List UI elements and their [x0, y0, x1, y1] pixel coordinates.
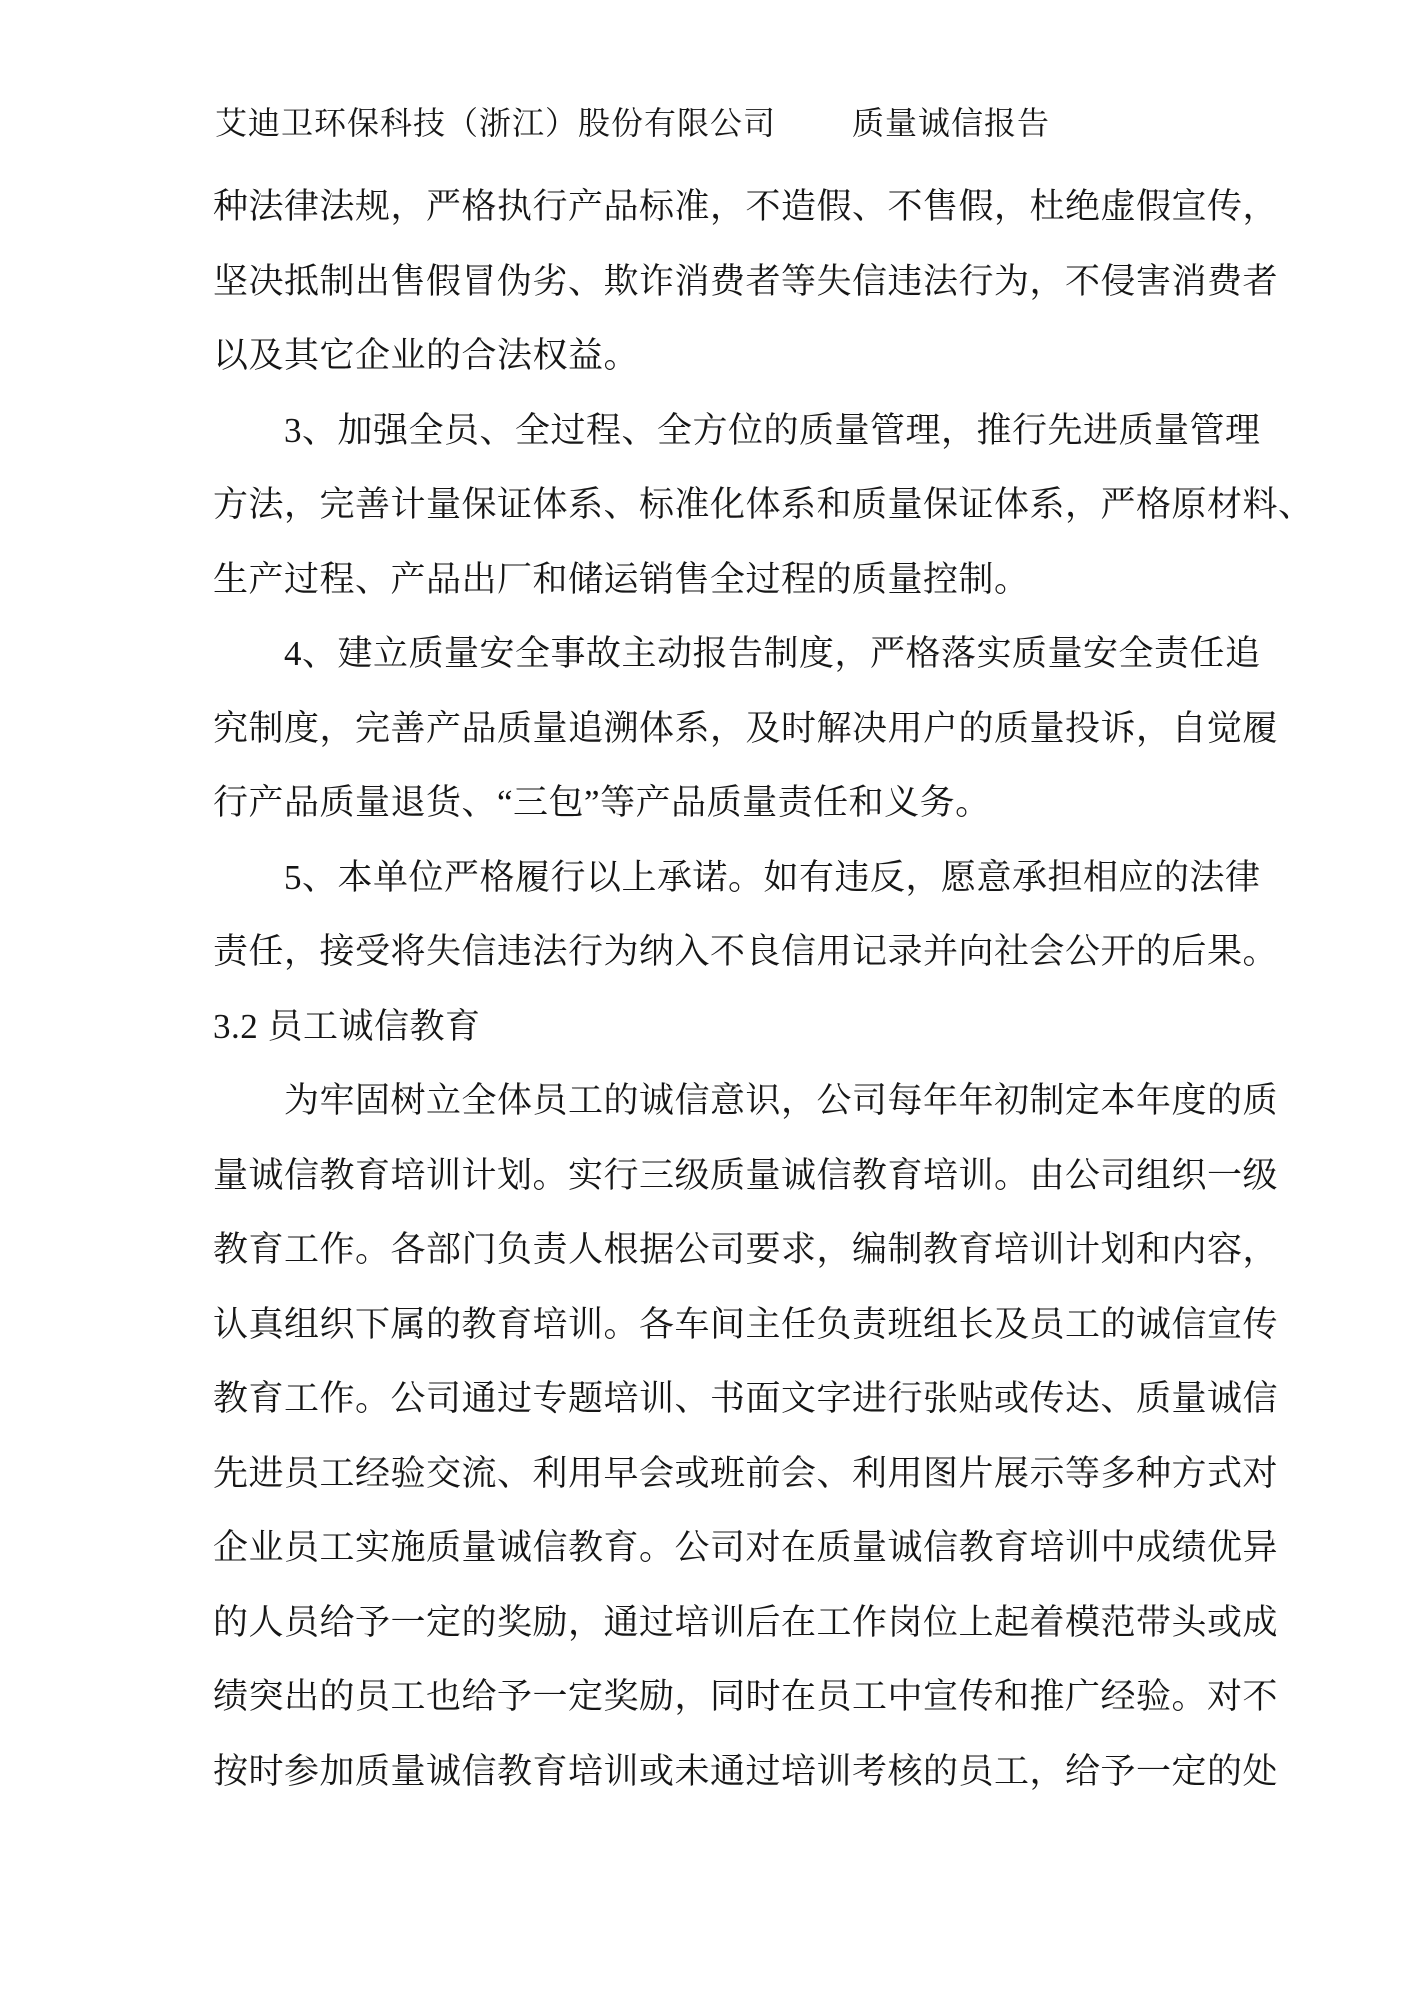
- body-line: 以及其它企业的合法权益。: [213, 336, 640, 375]
- document-body: [213, 170, 1313, 1809]
- body-line: 方法，完善计量保证体系、标准化体系和质量保证体系，严格原材料、: [213, 485, 1314, 524]
- body-line: 行产品质量退货、“三包”等产品质量责任和义务。: [213, 783, 991, 822]
- body-line: 4、建立质量安全事故主动报告制度，严格落实质量安全责任追: [284, 634, 1261, 673]
- body-line: 认真组织下属的教育培训。各车间主任负责班组长及员工的诚信宣传: [213, 1304, 1279, 1344]
- body-line: 教育工作。公司通过专题培训、书面文字进行张贴或传达、质量诚信: [213, 1379, 1279, 1418]
- body-line: 的人员给予一定的奖励，通过培训后在工作岗位上起着模范带头或成: [213, 1602, 1279, 1642]
- body-line: 5、本单位严格履行以上承诺。如有违反，愿意承担相应的法律: [284, 857, 1261, 897]
- body-line: 究制度，完善产品质量追溯体系，及时解决用户的质量投诉，自觉履: [213, 708, 1279, 748]
- body-line: 生产过程、产品出厂和储运销售全过程的质量控制。: [213, 559, 1030, 599]
- section-heading: 3.2 员工诚信教育: [213, 1006, 481, 1046]
- body-line: 为牢固树立全体员工的诚信意识，公司每年年初制定本年度的质: [284, 1081, 1279, 1120]
- body-line: 按时参加质量诚信教育培训或未通过培训考核的员工，给予一定的处: [213, 1751, 1279, 1791]
- body-line: 先进员工经验交流、利用早会或班前会、利用图片展示等多种方式对: [213, 1453, 1279, 1493]
- body-line: 绩突出的员工也给予一定奖励，同时在员工中宣传和推广经验。对不: [213, 1677, 1279, 1716]
- body-line: 量诚信教育培训计划。实行三级质量诚信教育培训。由公司组织一级: [213, 1155, 1279, 1195]
- body-line: 教育工作。各部门负责人根据公司要求，编制教育培训计划和内容，: [213, 1230, 1279, 1269]
- body-line: 责任，接受将失信违法行为纳入不良信用记录并向社会公开的后果。: [213, 932, 1279, 971]
- report-title: 质量诚信报告: [852, 105, 1051, 141]
- page-header: [215, 100, 1050, 146]
- body-line: 3、加强全员、全过程、全方位的质量管理，推行先进质量管理: [284, 410, 1261, 450]
- company-name: 艾迪卫环保科技（浙江）股份有限公司: [215, 105, 777, 141]
- body-line: 企业员工实施质量诚信教育。公司对在质量诚信教育培训中成绩优异: [213, 1528, 1279, 1567]
- body-line: 种法律法规，严格执行产品标准，不造假、不售假，杜绝虚假宣传，: [213, 187, 1279, 226]
- body-line: 坚决抵制出售假冒伪劣、欺诈消费者等失信违法行为，不侵害消费者: [213, 261, 1279, 301]
